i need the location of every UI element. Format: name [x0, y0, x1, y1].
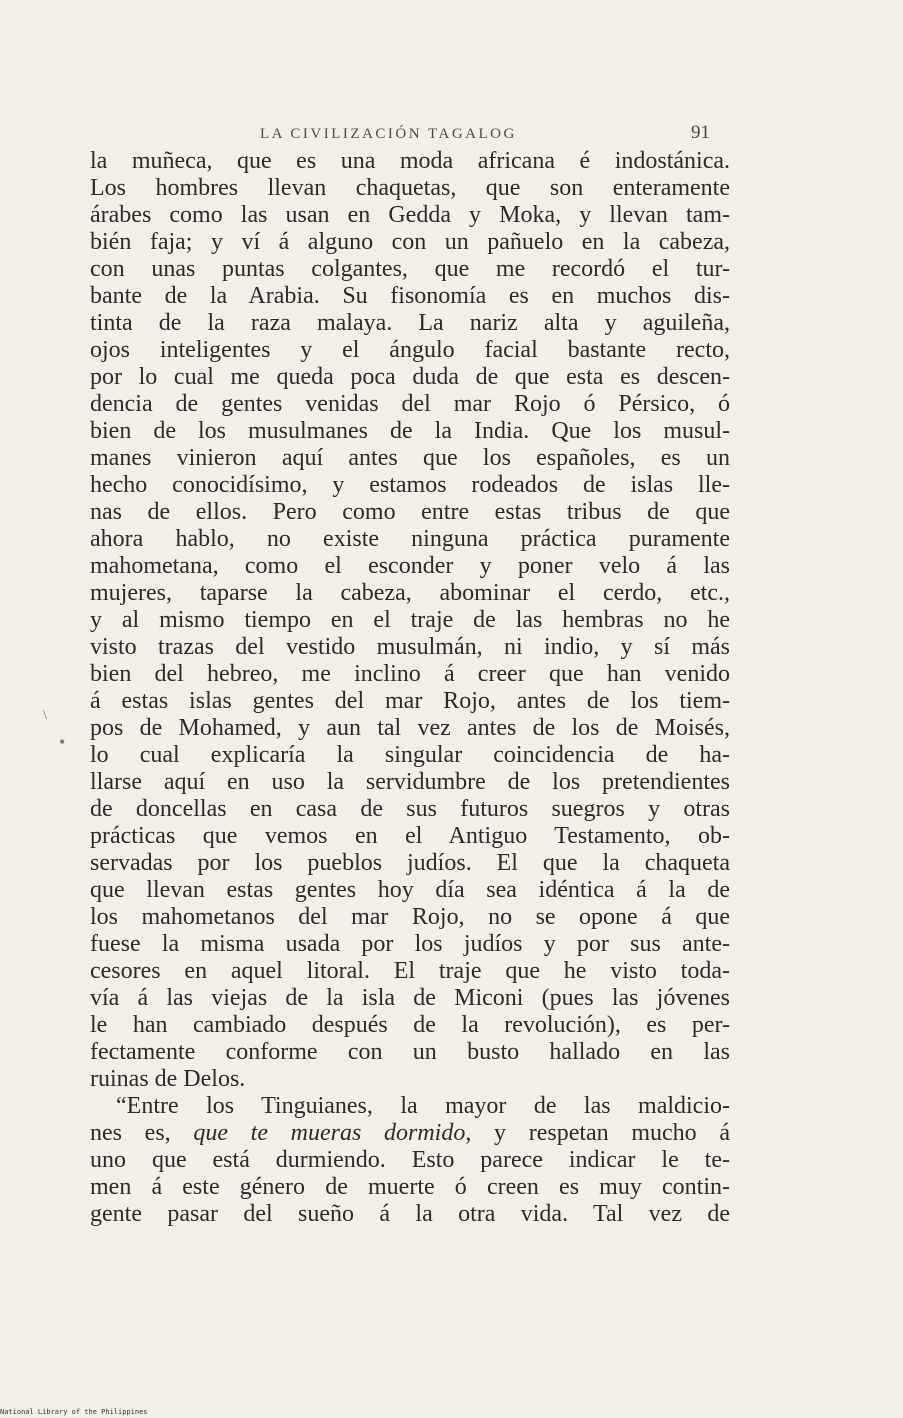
text-line: con unas puntas colgantes, que me recordó el tur-	[90, 256, 730, 282]
running-title: LA CIVILIZACIÓN TAGALOG	[260, 126, 517, 142]
text-line: bien del hebreo, me inclino á creer que han venido	[90, 661, 730, 687]
text-line: mahometana, como el esconder y poner velo á las	[90, 553, 730, 579]
text-line: ruinas de Delos.	[90, 1066, 246, 1092]
text-line: los mahometanos del mar Rojo, no se opone á que	[90, 904, 730, 930]
text-line: fectamente conforme con un busto hallado en las	[90, 1039, 730, 1065]
text-line: bien de los musulmanes de la India. Que los musul-	[90, 418, 730, 444]
text-line: prácticas que vemos en el Antiguo Testamento, ob-	[90, 823, 730, 849]
text-line: visto trazas del vestido musulmán, ni indio, y sí más	[90, 634, 730, 660]
text-line: pos de Mohamed, y aun tal vez antes de los de Moisés,	[90, 715, 730, 741]
margin-mark: \	[43, 708, 47, 723]
text-line: vía á las viejas de la isla de Miconi (pues las jóvenes	[90, 985, 730, 1011]
text-line: la muñeca, que es una moda africana é indostánica.	[90, 148, 730, 174]
text-line: servadas por los pueblos judíos. El que la chaqueta	[90, 850, 730, 876]
text-segment: nes es,	[90, 1120, 194, 1146]
text-line: ahora hablo, no existe ninguna práctica puramente	[90, 526, 730, 552]
text-line: árabes como las usan en Gedda y Moka, y llevan tam-	[90, 202, 730, 228]
text-line: hecho conocidísimo, y estamos rodeados de islas lle-	[90, 472, 730, 498]
text-line: uno que está durmiendo. Esto parece indicar le te-	[90, 1147, 730, 1173]
text-line: por lo cual me queda poca duda de que esta es descen-	[90, 364, 730, 390]
text-segment: , y respetan mucho á	[465, 1120, 730, 1146]
text-line: Los hombres llevan chaquetas, que son enteramente	[90, 175, 730, 201]
text-line: bién faja; y ví á alguno con un pañuelo en la cabeza,	[90, 229, 730, 255]
text-line-with-italic	[90, 1120, 730, 1147]
text-line: le han cambiado después de la revolución), es per-	[90, 1012, 730, 1038]
text-line: mujeres, taparse la cabeza, abominar el cerdo, etc.,	[90, 580, 730, 606]
text-line: men á este género de muerte ó creen es muy contin-	[90, 1174, 730, 1200]
page-number: 91	[691, 122, 710, 143]
text-line: dencia de gentes venidas del mar Rojo ó Pérsico, ó	[90, 391, 730, 417]
body-text	[90, 148, 730, 1228]
text-line: tinta de la raza malaya. La nariz alta y aguileña,	[90, 310, 730, 336]
library-credit: National Library of the Philippines	[0, 1408, 148, 1416]
text-line: á estas islas gentes del mar Rojo, antes de los tiem-	[90, 688, 730, 714]
text-line: y al mismo tiempo en el traje de las hembras no he	[90, 607, 730, 633]
text-line: llarse aquí en uso la servidumbre de los pretendientes	[90, 769, 730, 795]
text-line: de doncellas en casa de sus futuros suegros y otras	[90, 796, 730, 822]
running-header	[92, 122, 710, 146]
paragraph-start-line: “Entre los Tinguianes, la mayor de las maldicio-	[116, 1093, 730, 1119]
text-line: gente pasar del sueño á la otra vida. Tal vez de	[90, 1201, 730, 1227]
text-line: lo cual explicaría la singular coincidencia de ha-	[90, 742, 730, 768]
text-line: fuese la misma usada por los judíos y por sus ante-	[90, 931, 730, 957]
text-line: ojos inteligentes y el ángulo facial bastante recto,	[90, 337, 730, 363]
italic-quote: que te mueras dormido	[193, 1120, 466, 1146]
text-line: bante de la Arabia. Su fisonomía es en muchos dis-	[90, 283, 730, 309]
text-line: cesores en aquel litoral. El traje que he visto toda-	[90, 958, 730, 984]
text-line: manes vinieron aquí antes que los españoles, es un	[90, 445, 730, 471]
text-line: que llevan estas gentes hoy día sea idéntica á la de	[90, 877, 730, 903]
margin-mark: •	[59, 732, 66, 752]
text-line: nas de ellos. Pero como entre estas tribus de que	[90, 499, 730, 525]
